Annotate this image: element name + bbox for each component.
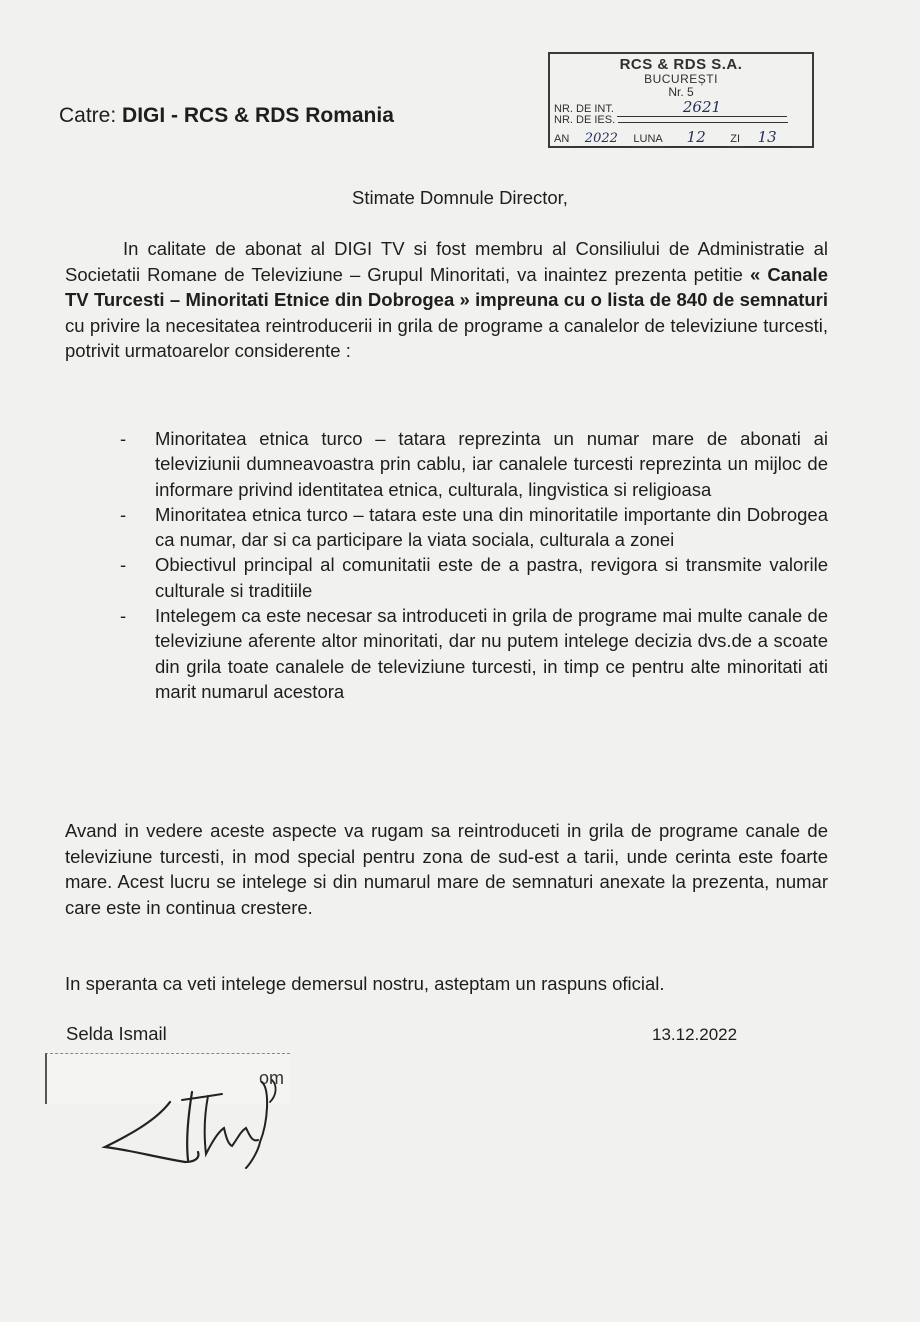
intro-bold-text: « Canale TV Turcesti – Minoritati Etnice din Dobrogea » impreuna cu o lista de 840 de semnaturi <box>65 263 828 310</box>
stamp-ies-row <box>554 114 788 126</box>
stamp-zi-value: 13 <box>743 128 791 147</box>
list-item-text: Intelegem ca este necesar sa introduceti in grila de programe mai multe canale de televiziune aferente altor minoritati, dar nu putem intelege decizia dvs.de a scoate din grila toate canalele de televiziune turcesti, in timp ce pentru alte minoritati ati marit numarul acestora <box>155 605 828 702</box>
intro-paragraph <box>65 236 828 364</box>
list-item <box>120 603 828 704</box>
bullet-dash: - <box>120 503 127 525</box>
redacted-tail-text: om <box>258 1068 284 1088</box>
stamp-number: Nr. 5 <box>668 85 694 99</box>
stamp-luna-label: LUNA <box>633 133 663 145</box>
recipient-name: DIGI - RCS & RDS Romania <box>122 104 394 127</box>
intro-text-2: cu privire la necesitatea reintroducerii in grila de programe a canalelor de televiziune turcesti, potrivit urmatoarelor considerente : <box>65 314 828 361</box>
list-item-text: Obiectivul principal al comunitatii este de a pastra, revigora si transmite valorile culturale si traditiile <box>155 554 828 601</box>
list-item <box>120 552 828 603</box>
closing-paragraph: Avand in vedere aceste aspecte va rugam sa reintroduceti in grila de programe canale de televiziune turcesti, in mod special pentru zona de sud-est a tarii, unde cerinta este foarte mare. Acest lucru se intelege si din numarul mare de semnaturi anexate la prezenta, numar care este in continua crestere. <box>65 820 828 918</box>
stamp-int-value: 2621 <box>682 98 722 116</box>
letter-date: 13.12.2022 <box>652 1025 738 1044</box>
stamp-company: RCS & RDS S.A. <box>619 56 743 73</box>
list-item <box>120 502 828 553</box>
intro-text-1: In calitate de abonat al DIGI TV si fost membru al Consiliului de Administratie al Societatii Romane de Televiziune – Grupul Minoritati, va inaintez prezenta petitie <box>65 238 828 285</box>
stamp-an-label: AN <box>554 133 570 145</box>
signer-name: Selda Ismail <box>66 1023 167 1044</box>
bullet-dash: - <box>120 554 127 576</box>
registration-stamp <box>548 52 814 148</box>
stamp-city: BUCUREȘTI <box>644 72 718 86</box>
recipient-prefix: Catre: <box>59 104 117 127</box>
list-item-text: Minoritatea etnica turco – tatara este una din minoritatile importante din Dobrogea ca numar, dar si ca participare la viata sociala, culturala a zonei <box>155 503 828 551</box>
stamp-zi-label: ZI <box>730 133 741 145</box>
hope-paragraph: In speranta ca veti intelege demersul nostru, asteptam un raspuns oficial. <box>65 973 665 994</box>
bullet-dash: - <box>120 428 127 449</box>
list-item <box>120 426 828 502</box>
salutation: Stimate Domnule Director, <box>352 187 568 208</box>
considerations-list <box>120 426 828 704</box>
stamp-date-row <box>554 128 791 147</box>
stamp-an-value: 2022 <box>572 131 630 147</box>
bullet-dash: - <box>120 605 127 627</box>
recipient-line <box>59 104 394 128</box>
stamp-ies-label: NR. DE IES. <box>554 114 616 126</box>
list-item-text: Minoritatea etnica turco – tatara reprezinta un numar mare de abonati ai televiziunii dumneavoastra prin cablu, iar canalele turcesti reprezinta un mijloc de informare privind identitatea etnica, culturala, lingvistica si religioasa <box>155 428 828 500</box>
handwritten-signature <box>100 1062 300 1172</box>
stamp-int-label: NR. DE INT. <box>554 103 614 115</box>
stamp-luna-value: 12 <box>665 128 727 147</box>
